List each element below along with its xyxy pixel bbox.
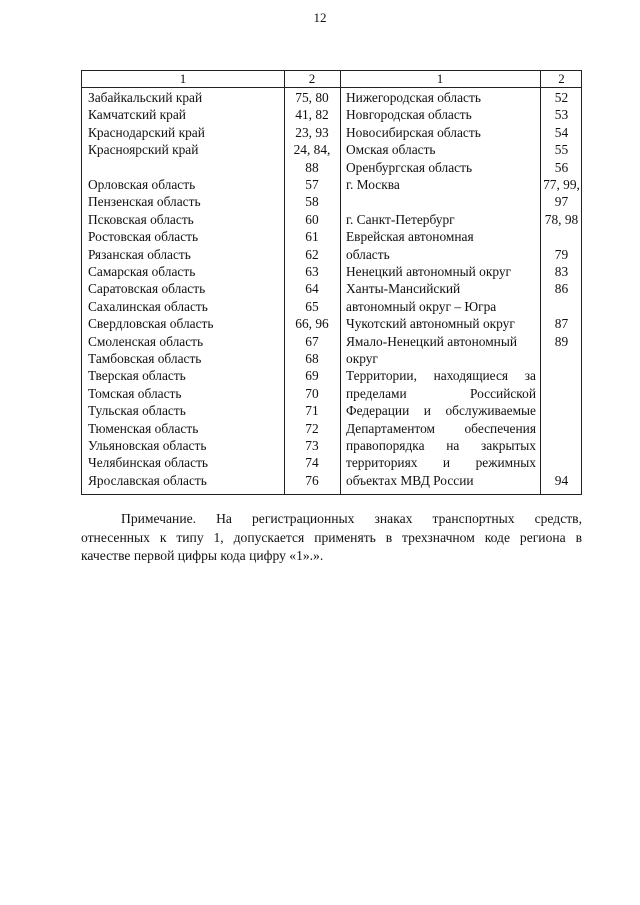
region-code: 55 — [554, 142, 569, 158]
region-name: автономный округ – Югра — [346, 298, 497, 314]
region-code: 57 — [305, 177, 319, 192]
region-name: Забайкальский край — [88, 90, 203, 105]
region-name: пределами Российской — [346, 385, 536, 401]
region-code: 41, 82 — [295, 107, 329, 123]
region-name: Тамбовская область — [88, 351, 202, 366]
region-name: Орловская область — [88, 177, 196, 192]
region-code: 54 — [554, 124, 569, 140]
region-name: округ — [346, 351, 378, 366]
region-code: 72 — [305, 420, 319, 436]
header-col-4: 2 — [558, 71, 565, 86]
header-col-2: 2 — [308, 71, 316, 86]
footnote — [81, 510, 582, 566]
region-name: Ярославская область — [88, 472, 207, 488]
region-name: Департаментом обеспечения — [346, 420, 536, 436]
region-name: Пензенская область — [88, 194, 201, 210]
region-code: 52 — [554, 90, 569, 105]
region-name: Смоленская область — [88, 333, 204, 349]
region-name: Чукотский автономный округ — [346, 316, 515, 332]
region-code: 83 — [554, 264, 569, 279]
region-name: правопорядка на закрытых — [346, 438, 536, 453]
region-name: Камчатский край — [88, 107, 186, 123]
region-name: Тверская область — [88, 368, 186, 384]
region-code: 76 — [305, 472, 319, 488]
region-name: Тюменская область — [88, 420, 199, 436]
region-name: Свердловская область — [88, 316, 214, 332]
region-name: Краснодарский край — [88, 124, 205, 140]
region-code: 67 — [305, 333, 319, 349]
header-col-3: 1 — [436, 71, 444, 86]
region-name: Сахалинская область — [88, 298, 208, 314]
footnote-line: качестве первой цифры кода цифру «1».». — [81, 548, 324, 563]
region-name: Оренбургская область — [346, 159, 473, 175]
region-code: 65 — [305, 298, 319, 314]
region-code: 97 — [554, 194, 569, 210]
region-name: Новгородская область — [346, 107, 472, 123]
region-code: 62 — [305, 246, 319, 262]
region-name: Псковская область — [88, 211, 194, 227]
region-name: Красноярский край — [88, 142, 199, 158]
region-code: 75, 80 — [295, 90, 329, 105]
region-code: 56 — [554, 159, 569, 175]
region-code: 86 — [554, 281, 569, 297]
region-code: 78, 98 — [544, 211, 579, 227]
region-name: Ханты-Мансийский — [346, 281, 461, 297]
region-code: 79 — [554, 246, 569, 262]
region-code: 61 — [305, 229, 319, 245]
footnote-line: отнесенных к типу 1, допускается применять в трехзначном коде региона в — [81, 529, 582, 545]
region-name: Тульская область — [88, 403, 186, 419]
region-name: Новосибирская область — [346, 124, 481, 140]
region-name: Ульяновская область — [88, 438, 207, 453]
region-name: Омская область — [346, 142, 436, 158]
page-number: 12 — [313, 10, 327, 25]
region-code: 74 — [305, 455, 319, 471]
region-code: 60 — [305, 211, 319, 227]
region-name: Территории, находящиеся за — [346, 368, 536, 384]
region-code: 69 — [305, 368, 319, 384]
region-name: Ямало-Ненецкий автономный — [346, 333, 517, 349]
footnote-line: Примечание. На регистрационных знаках транспортных средств, — [121, 511, 582, 526]
region-name: Еврейская автономная — [346, 229, 474, 245]
header-col-1: 1 — [179, 71, 187, 86]
region-code: 58 — [305, 194, 319, 210]
region-code: 68 — [305, 351, 319, 366]
region-name: территориях и режимных — [346, 455, 536, 471]
region-name: г. Санкт-Петербург — [346, 211, 455, 227]
region-name: Томская область — [88, 385, 182, 401]
region-name: Нижегородская область — [346, 90, 481, 105]
region-name: Федерации и обслуживаемые — [346, 403, 536, 419]
region-code: 73 — [305, 438, 319, 453]
region-name: область — [346, 246, 390, 262]
region-code: 63 — [305, 264, 319, 279]
region-name: Ростовская область — [88, 229, 199, 245]
region-code: 77, 99, — [543, 177, 580, 192]
region-name: Саратовская область — [88, 281, 206, 297]
region-code: 87 — [554, 316, 569, 332]
region-codes-table — [81, 70, 582, 495]
column-divider — [340, 71, 341, 494]
region-name: объектах МВД России — [346, 472, 474, 488]
region-name: Ненецкий автономный округ — [346, 264, 512, 279]
region-code: 89 — [554, 333, 569, 349]
region-code: 88 — [305, 159, 319, 175]
region-code: 70 — [305, 385, 319, 401]
region-code: 24, 84, — [293, 142, 331, 158]
region-code: 94 — [554, 472, 569, 488]
region-code: 71 — [305, 403, 319, 419]
region-name: г. Москва — [346, 177, 400, 192]
region-code: 53 — [554, 107, 569, 123]
region-name: Самарская область — [88, 264, 196, 279]
region-code: 64 — [305, 281, 319, 297]
region-name: Челябинская область — [88, 455, 209, 471]
header-divider — [82, 87, 581, 88]
region-code: 66, 96 — [295, 316, 329, 332]
region-code: 23, 93 — [295, 124, 329, 140]
region-name: Рязанская область — [88, 246, 191, 262]
